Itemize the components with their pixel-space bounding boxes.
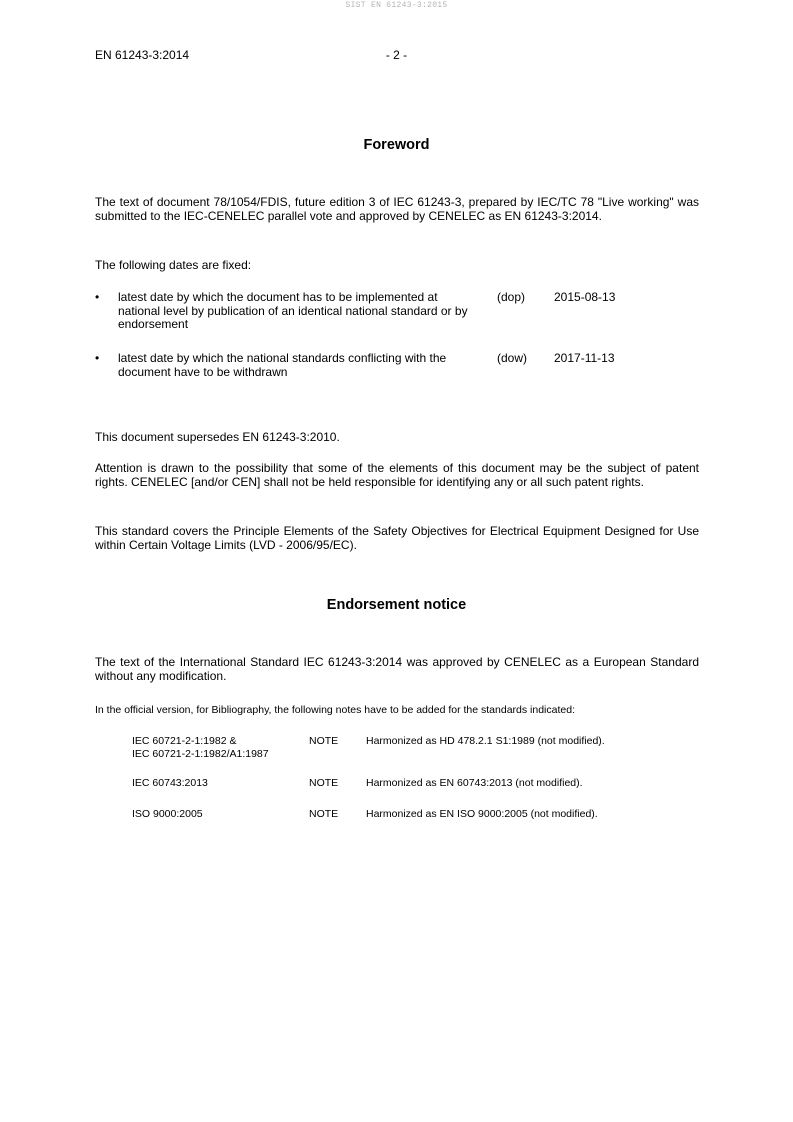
reference-harmonized: Harmonized as EN ISO 9000:2005 (not modified). (366, 808, 598, 820)
bullet-icon: • (95, 351, 100, 365)
date-item-code: (dop) (497, 290, 526, 304)
reference-harmonized: Harmonized as HD 478.2.1 S1:1989 (not modified). (366, 735, 605, 747)
reference-standard: ISO 9000:2005 (132, 808, 203, 820)
reference-standard: IEC 60721-2-1:1982 & IEC 60721-2-1:1982/A1:1987 (132, 735, 269, 760)
date-item-text: latest date by which the national standards conflicting with the document have to be withdrawn (118, 351, 447, 379)
document-id-header: EN 61243-3:2014 (95, 48, 190, 62)
reference-standard: IEC 60743:2013 (132, 777, 208, 789)
reference-row (132, 735, 692, 763)
lvd-coverage: This standard covers the Principle Elements of the Safety Objectives for Electrical Equipment Designed for Use within Certain Voltage Limits (LVD - 2006/95/EC). (95, 524, 699, 552)
reference-note-label: NOTE (309, 808, 339, 820)
endorsement-text: The text of the International Standard IEC 61243-3:2014 was approved by CENELEC as a European Standard without any modification. (95, 655, 699, 683)
bullet-icon: • (95, 290, 100, 304)
date-item-date: 2015-08-13 (554, 290, 616, 304)
foreword-intro: The text of document 78/1054/FDIS, future edition 3 of IEC 61243-3, prepared by IEC/TC 78 "Live working" was submitted to the IEC-CENELEC parallel vote and approved by CENELEC as EN 61243-3:2014. (95, 195, 699, 223)
endorsement-title: Endorsement notice (326, 597, 467, 613)
reference-row (132, 808, 692, 822)
reference-row (132, 777, 692, 791)
page-number: - 2 - (385, 48, 408, 62)
date-item-dop (95, 291, 699, 333)
patent-attention: Attention is drawn to the possibility that some of the elements of this document may be the subject of patent rights. CENELEC [and/or CEN] shall not be held responsible for identifying any or all such patent rights. (95, 461, 699, 489)
foreword-title: Foreword (363, 137, 430, 153)
reference-note-label: NOTE (309, 777, 339, 789)
reference-harmonized: Harmonized as EN 60743:2013 (not modified). (366, 777, 583, 789)
date-item-dow (95, 352, 699, 382)
reference-note-label: NOTE (309, 735, 339, 747)
supersedes-statement: This document supersedes EN 61243-3:2010. (95, 430, 340, 444)
dates-lead: The following dates are fixed: (95, 258, 252, 272)
date-item-code: (dow) (497, 351, 528, 365)
watermark: SIST EN 61243-3:2015 (345, 1, 448, 10)
bibliography-note: In the official version, for Bibliography, the following notes have to be added for the standards indicated: (95, 704, 575, 716)
date-item-date: 2017-11-13 (554, 351, 615, 365)
date-item-text: latest date by which the document has to be implemented at national level by publication of an identical national standard or by endorsement (118, 290, 468, 331)
